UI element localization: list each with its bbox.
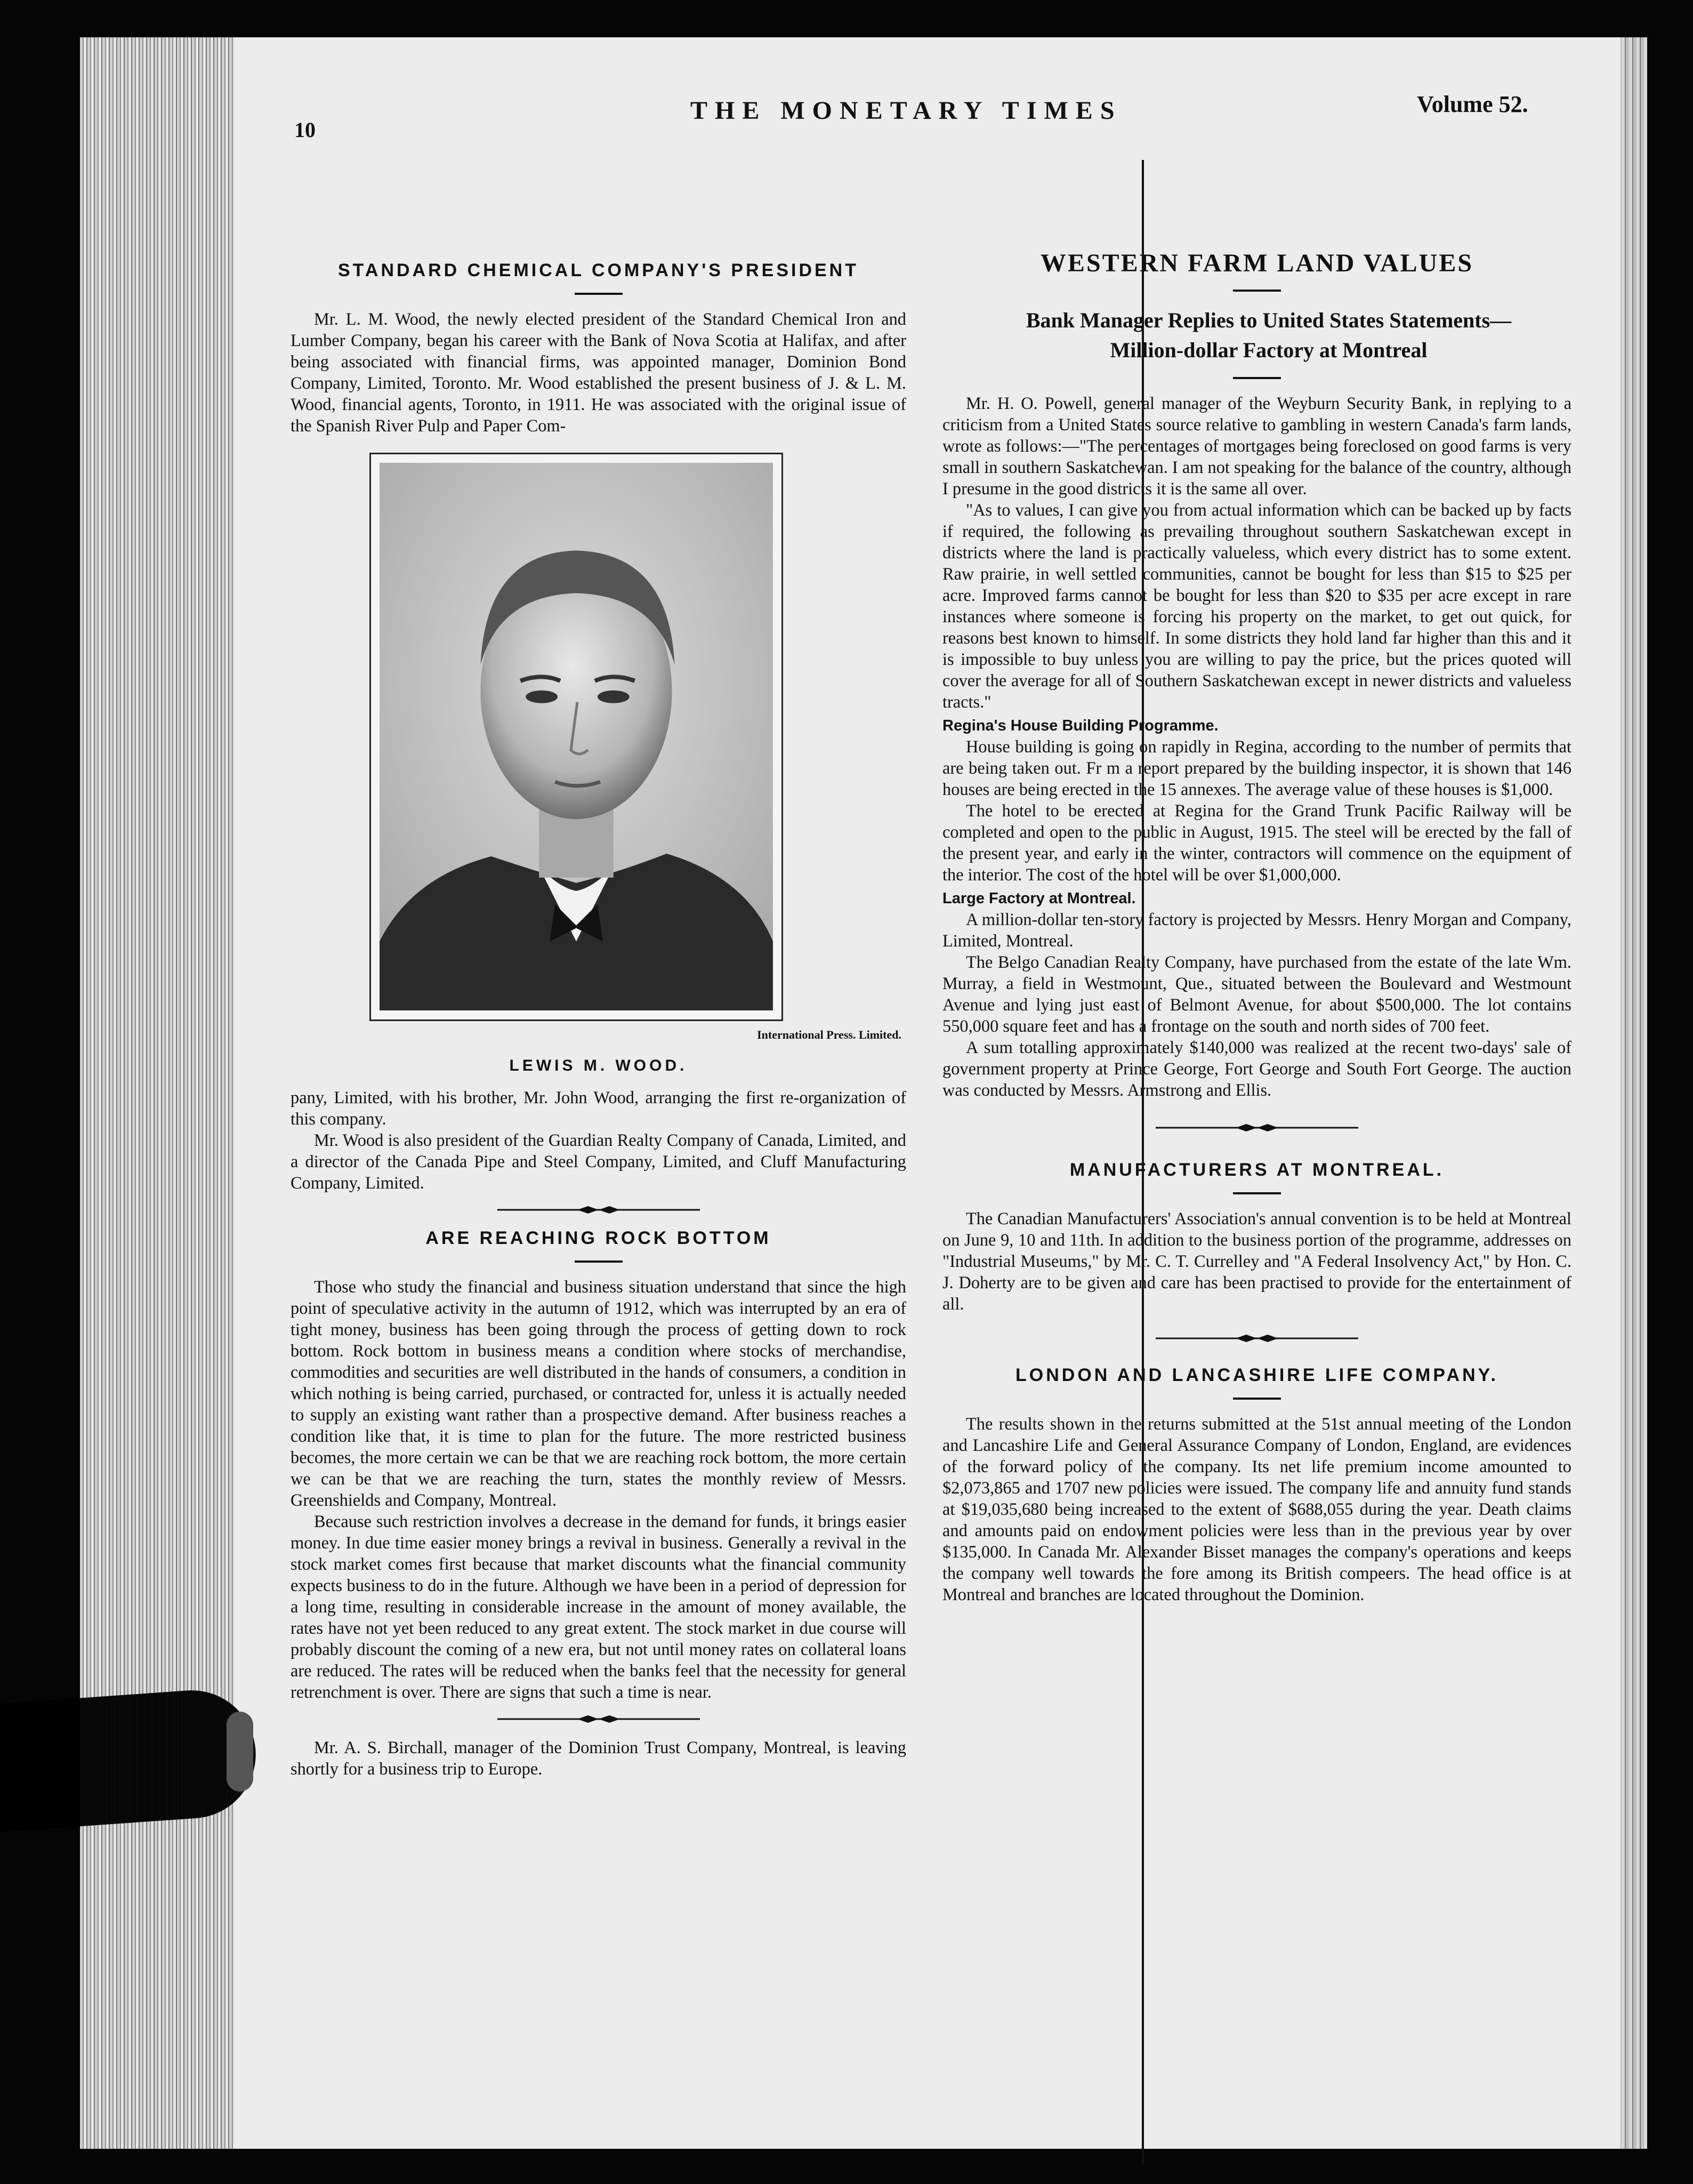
photo-credit: International Press. Limited. — [757, 1028, 901, 1041]
title-rule — [575, 293, 623, 295]
article-paragraph: A sum totalling approximately $140,000 was realized at the recent two-days' sale of government property at Prince George, Fort George and South Fort George. The auction was conducted by Messrs. Armstrong and Ellis. — [942, 1038, 1571, 1100]
thumb-shadow — [0, 1686, 260, 1833]
section-subheading: Regina's House Building Programme. — [942, 717, 1219, 734]
title-rule — [1233, 1398, 1281, 1400]
article-title-rock-bottom: ARE REACHING ROCK BOTTOM — [425, 1228, 771, 1248]
article-paragraph: Because such restriction involves a decrease in the demand for funds, it brings easier money. In due time easier money brings a revival in business. Generally a revival in the stock market comes first because that market discounts what the financial community expects business to do in the future. Although we have been in a period of depression for a long time, resulting in considerable increase in the amount of money available, the rates have not yet been reduced to any great extent. The stock market in due course will probably discount the coming of a new era, but not until money rates on collateral loans are reduced. The rates will be reduced when the banks feel that the necessity for general retrenchment is over. There are signs that such a time is near. — [291, 1512, 906, 1702]
article-subtitle: Bank Manager Replies to United States Statements— — [1026, 308, 1512, 332]
article-paragraph: The Belgo Canadian Realty Company, have purchased from the estate of the late Wm. Murray, a field in Westmount, Que., situated between the Boulevard and Westmount Avenue and lying just east of Belmont Avenue, for about $500,000. The lot contains 550,000 square feet and has a frontage on the south and north sides of 700 feet. — [942, 953, 1571, 1036]
photo-caption: LEWIS M. WOOD. — [509, 1057, 688, 1074]
volume-label: Volume 52. — [1417, 91, 1528, 117]
article-paragraph: "As to values, I can give you from actual information which can be backed up by facts if required, the following as prevailing throughout southern Saskatchewan except in districts where the land is practically valueless, which every district has to some extent. Raw prairie, in well settled communities, cannot be bought for less than $15 to $25 per acre. Improved farms cannot be bought for less than $20 to $35 per acre except in rare instances where someone is forcing his property on the market, to get out quick, for reasons best known to himself. In some districts they hold land far higher than this and it is impossible to buy unless you are willing to pay the price, but the prices quoted will cover the average for all of Southern Saskatchewan except in newer districts and valueless tracts." — [942, 501, 1571, 712]
title-rule — [575, 1260, 623, 1263]
article-paragraph: Mr. H. O. Powell, general manager of the Weyburn Security Bank, in replying to a criticism from a United States source relative to gambling in western Canada's farm lands, wrote as follows:—"The percentages of mortgages being foreclosed on good farms is very small in southern Saskatchewan. I am not speaking for the balance of the country, although I presume in the good districts it is the same all over. — [942, 394, 1571, 499]
article-paragraph: Those who study the financial and business situation understand that since the high point of speculative activity in the autumn of 1912, which was interrupted by an era of tight money, business has been going through the process of getting down to rock bottom. Rock bottom in business means a condition where stocks of merchandise, commodities and securities are well distributed in the hands of consumers, a condition in which nothing is being carried, purchased, or contracted for, unless it is actually needed to supply an existing want rather than a prospective demand. After business reaches a condition like that, it is time to plan for the future. The more restricted business becomes, the more certain we can be that we are reaching rock bottom, the more certain we can be that we are reaching the turn, states the monthly review of Messrs. Greenshields and Company, Montreal. — [291, 1278, 906, 1510]
portrait-photo — [369, 453, 783, 1021]
article-title-western-farm-land: WESTERN FARM LAND VALUES — [1040, 249, 1474, 277]
article-paragraph: The results shown in the returns submitted at the 51st annual meeting of the London and Lancashire Life and General Assurance Company of London, England, are evidences of the forward policy of the company. Its net life premium income amounted to $2,073,865 and 1707 new policies were issued. The company life and annuity fund stands at $19,035,680 being increased to the extent of $688,055 during the year. Death claims and amounts paid on endowment policies were less than in the previous year by over $135,000. In Canada Mr. Alexander Bisset manages the company's operations and keeps the company well towards the fore among its British compeers. The head office is at Montreal and branches are located throughout the Dominion. — [942, 1415, 1571, 1604]
section-subheading: Large Factory at Montreal. — [942, 890, 1136, 907]
journal-title: THE MONETARY TIMES — [690, 97, 1122, 125]
title-rule — [1233, 1192, 1281, 1194]
article-paragraph: A million-dollar ten-story factory is projected by Messrs. Henry Morgan and Company, Limited, Montreal. — [942, 910, 1571, 951]
section-ornament — [1156, 1122, 1358, 1133]
section-ornament — [1156, 1333, 1358, 1344]
left-column — [291, 160, 906, 1780]
article-title-standard-chemical: STANDARD CHEMICAL COMPANY'S PRESIDENT — [337, 260, 859, 280]
page-number: 10 — [294, 118, 316, 142]
right-column — [942, 160, 1571, 1605]
article-paragraph: Mr. Wood is also president of the Guardian Realty Company of Canada, Limited, and a director of the Canada Pipe and Steel Company, Limited, and Cluff Manufacturing Company, Limited. — [291, 1131, 906, 1193]
section-ornament — [497, 1205, 700, 1215]
article-paragraph: Mr. L. M. Wood, the newly elected president of the Standard Chemical Iron and Lumber Company, began his career with the Bank of Nova Scotia at Halifax, and after being associated with financial firms, was appointed manager, Dominion Bond Company, Limited, Toronto. Mr. Wood established the present business of J. & L. M. Wood, financial agents, Toronto, in 1911. He was associated with the original issue of the Spanish River Pulp and Paper Com- — [291, 310, 906, 436]
thumb-glint — [227, 1712, 253, 1792]
article-paragraph: House building is going on rapidly in Regina, according to the number of permits that are being taken out. Fr m a report prepared by the building inspector, it is shown that 146 houses are being erected in the 15 annexes. The average value of these houses is $1,000. — [942, 737, 1571, 799]
article-paragraph: The Canadian Manufacturers' Association's annual convention is to be held at Montreal on June 9, 10 and 11th. In addition to the business portion of the programme, addresses on "Industrial Museums," by Mr. C. T. Currelley and "A Federal Insolvency Act," by Hon. C. J. Doherty are to be given and care has been practised to provide for the entertainment of all. — [942, 1209, 1571, 1314]
book-page-edges — [80, 37, 245, 2149]
article-subtitle: Million-dollar Factory at Montreal — [1110, 338, 1428, 362]
portrait-image — [380, 463, 773, 1010]
article-title-manufacturers: MANUFACTURERS AT MONTREAL. — [1069, 1160, 1445, 1180]
title-rule — [1233, 377, 1281, 379]
article-paragraph: The hotel to be erected at Regina for the Grand Trunk Pacific Railway will be completed and open to the public in August, 1915. The steel will be erected by the fall of the present year, and early in the winter, contractors will commence on the equipment of the interior. The cost of the hotel will be over $1,000,000. — [942, 801, 1571, 885]
section-ornament — [497, 1714, 700, 1724]
title-rule — [1233, 290, 1281, 292]
article-title-london-lancashire: LONDON AND LANCASHIRE LIFE COMPANY. — [1015, 1365, 1498, 1385]
news-note: Mr. A. S. Birchall, manager of the Dominion Trust Company, Montreal, is leaving shortly for a business trip to Europe. — [291, 1738, 906, 1779]
article-paragraph: pany, Limited, with his brother, Mr. John Wood, arranging the first re-organization of this company. — [291, 1088, 906, 1129]
newspaper-page — [235, 37, 1621, 2149]
